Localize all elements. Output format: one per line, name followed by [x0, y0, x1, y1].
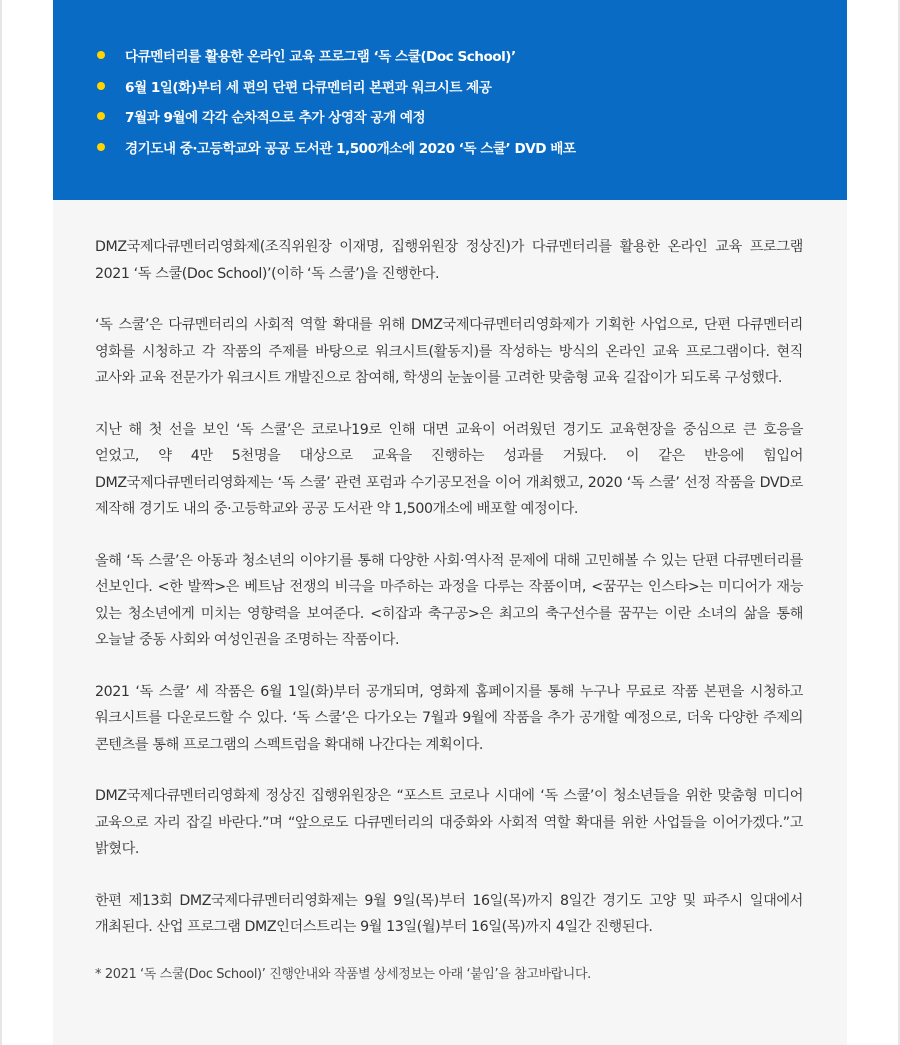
bullet-icon: [97, 51, 105, 59]
highlight-item: [97, 101, 847, 131]
highlight-text: 6월 1일(화)부터 세 편의 단편 다큐멘터리 본편과 워크시트 제공: [125, 79, 492, 96]
bullet-icon: [97, 143, 105, 151]
highlight-item: [97, 71, 847, 101]
highlight-list: [97, 40, 847, 162]
paragraph-quote: DMZ국제다큐멘터리영화제 정상진 집행위원장은 “포스트 코로나 시대에 ‘독 스쿨’이 청소년들을 위한 맞춤형 미디어 교육으로 자리 잡길 바란다.”며 “앞으로도 다큐멘터리의 대중화와 사회적 역할 확대를 위한 사업들을 이어가겠다.”고 밝혔다.: [95, 788, 803, 857]
highlight-item: [97, 132, 847, 162]
highlight-item: [97, 40, 847, 70]
paragraph-films: 올해 ‘독 스쿨’은 아동과 청소년의 이야기를 통해 다양한 사회·역사적 문제에 대해 고민해볼 수 있는 단편 다큐멘터리를 선보인다. <한 발짝>은 베트남 전쟁의 비극을 마주하는 과정을 다루는 작품이며, <꿈꾸는 인스타>는 미디어가 재능 있는 청소년에게 미치는 영향력을 보여준다. <히잡과 축구공>은 최고의 축구선수를 꿈꾸는 이란 소녀의 삶을 통해 오늘날 중동 사회와 여성인권을 조명하는 작품이다.: [95, 552, 803, 648]
paragraph-festival: 한편 제13회 DMZ국제다큐멘터리영화제는 9월 9일(목)부터 16일(목)까지 8일간 경기도 고양 및 파주시 일대에서 개최된다. 산업 프로그램 DMZ인더스트리는 9월 13일(월)부터 16일(목)까지 4일간 진행된다.: [95, 892, 803, 935]
paragraph-intro: DMZ국제다큐멘터리영화제(조직위원장 이재명, 집행위원장 정상진)가 다큐멘터리를 활용한 온라인 교육 프로그램 2021 ‘독 스쿨(Doc School)’(이하 ‘독 스쿨’)을 진행한다.: [95, 239, 803, 282]
highlight-text: 다큐멘터리를 활용한 온라인 교육 프로그램 ‘독 스쿨(Doc School)’: [125, 49, 516, 65]
footnote: * 2021 ‘독 스쿨(Doc School)’ 진행안내와 작품별 상세정보는 아래 ‘붙임’을 참고바랍니다.: [95, 966, 591, 982]
paragraph-schedule: 2021 ‘독 스쿨’ 세 작품은 6월 1일(화)부터 공개되며, 영화제 홈페이지를 통해 누구나 무료로 작품 본편을 시청하고 워크시트를 다운로드할 수 있다. ‘독 스쿨’은 다가오는 7월과 9월에 작품을 추가 공개할 예정으로, 더욱 다양한 주제의 콘텐츠를 통해 프로그램의 스펙트럼을 확대해 나간다는 계획이다.: [95, 683, 803, 753]
article-card: [53, 0, 847, 1045]
paragraph-history: 지난 해 첫 선을 보인 ‘독 스쿨’은 코로나19로 인해 대면 교육이 어려웠던 경기도 교육현장을 중심으로 큰 호응을 얻었고, 약 4만 5천명을 대상으로 교육을 진행하는 성과를 거뒀다. 이 같은 반응에 힘입어 DMZ국제다큐멘터리영화제는 ‘독 스쿨’ 관련 포럼과 수기공모전을 이어 개최했고, 2020 ‘독 스쿨’ 선정 작품을 DVD로 제작해 경기도 내의 중·고등학교와 공공 도서관 약 1,500개소에 배포할 예정이다.: [95, 421, 803, 517]
bullet-icon: [97, 82, 105, 90]
highlight-text: 경기도내 중·고등학교와 공공 도서관 1,500개소에 2020 ‘독 스쿨’ DVD 배포: [125, 140, 576, 157]
article-body: [53, 200, 847, 987]
paragraph-about: ‘독 스쿨’은 다큐멘터리의 사회적 역할 확대를 위해 DMZ국제다큐멘터리영화제가 기획한 사업으로, 단편 다큐멘터리 영화를 시청하고 각 작품의 주제를 바탕으로 워크시트(활동지)를 작성하는 방식의 온라인 교육 프로그램이다. 현직 교사와 교육 전문가가 워크시트 개발진으로 참여해, 학생의 눈높이를 고려한 맞춤형 교육 길잡이가 되도록 구성했다.: [95, 317, 803, 386]
bullet-icon: [97, 112, 105, 120]
highlight-banner: [53, 0, 847, 200]
left-border: [0, 0, 2, 1045]
highlight-text: 7월과 9월에 각각 순차적으로 추가 상영작 공개 예정: [125, 110, 426, 126]
